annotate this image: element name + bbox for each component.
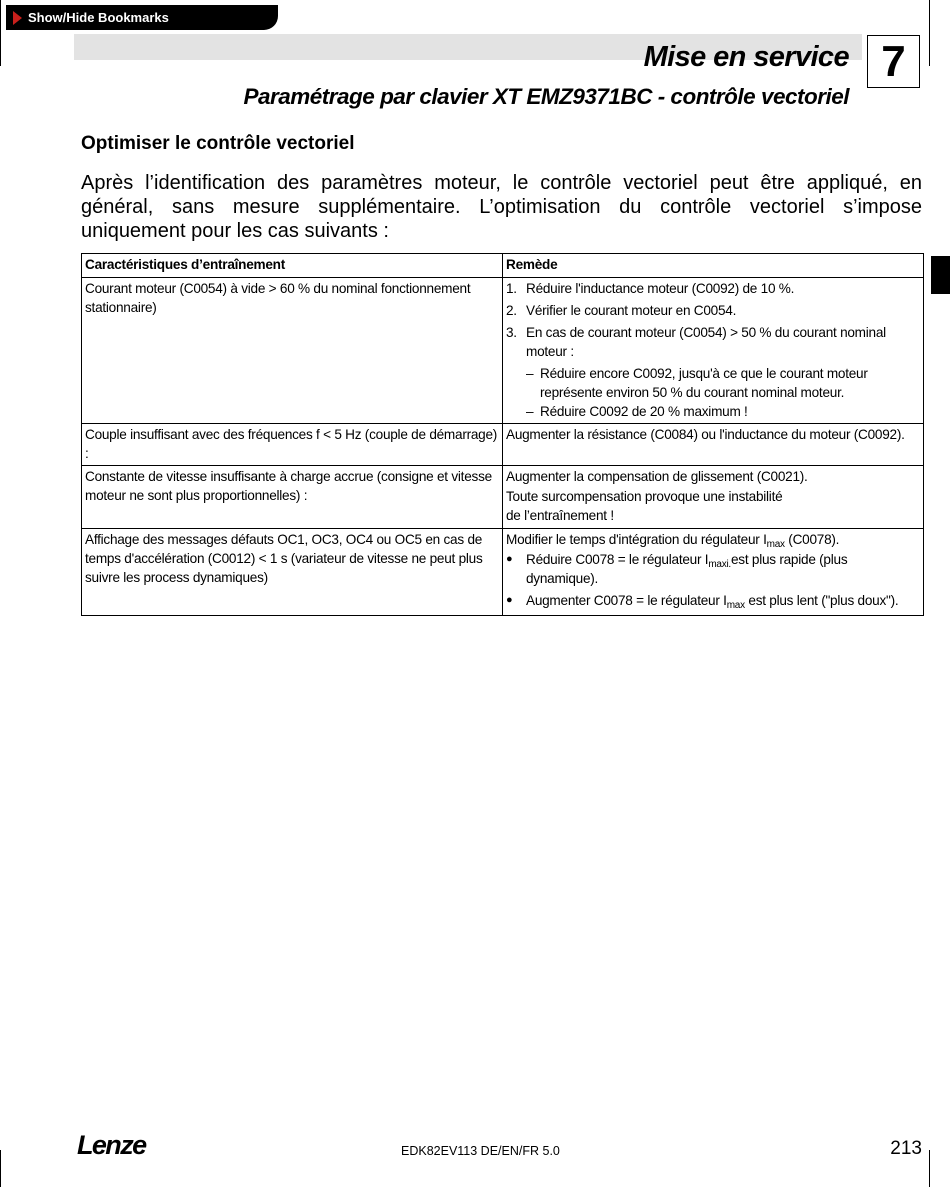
remedy-cell <box>503 278 924 424</box>
table-header-row <box>82 254 924 278</box>
remedy-cell <box>503 528 924 615</box>
table-row <box>82 424 924 466</box>
item-text: Réduire l'inductance moteur (C0092) de 10 %. <box>526 281 795 296</box>
characteristic-cell: Courant moteur (C0054) à vide > 60 % du nominal fonctionnement stationnaire) <box>82 278 503 424</box>
remedy-cell: Augmenter la résistance (C0084) ou l'inductance du moteur (C0092). <box>503 424 924 466</box>
item-text <box>526 550 920 588</box>
remedy-line: de l’entraînement ! <box>506 508 614 523</box>
table-row <box>82 466 924 529</box>
item-number: 3. <box>506 325 517 340</box>
remedy-intro-text: (C0078). <box>784 531 840 547</box>
characteristic-cell: Couple insuffisant avec des fréquences f < 5 Hz (couple de démarrage) : <box>82 424 503 466</box>
intro-paragraph: Après l’identification des paramètres moteur, le contrôle vectoriel peut être appliqué, en général, sans mesure supplémentaire. L’optimisation du contrôle vectoriel s’impose uniquement pour les cas suivants : <box>81 172 922 242</box>
optimization-table <box>81 253 924 616</box>
subitem-text: Réduire encore C0092, jusqu'à ce que le courant moteur représente environ 50 % du courant nominal moteur. <box>540 366 868 400</box>
table-row <box>82 528 924 615</box>
crop-mark <box>0 1150 1 1187</box>
subscript: max <box>766 538 785 550</box>
chapter-title: Mise en service <box>643 41 849 73</box>
crop-mark <box>0 0 1 66</box>
bullet-icon: ● <box>506 552 513 565</box>
remedy-cell <box>503 466 924 529</box>
bullet-text: est plus rapide (plus dynamique). <box>526 551 848 586</box>
remedy-line: Toute surcompensation provoque une instabilité <box>506 488 783 504</box>
subitem-text: Réduire C0092 de 20 % maximum ! <box>540 404 748 419</box>
item-number: 2. <box>506 303 517 318</box>
dash-mark: – <box>526 404 534 419</box>
column-header-remedy: Remède <box>503 254 924 278</box>
show-hide-bookmarks-button[interactable] <box>6 5 278 30</box>
document-code: EDK82EV113 DE/EN/FR 5.0 <box>401 1144 560 1158</box>
item-text: En cas de courant moteur (C0054) > 50 % du courant nominal moteur : <box>526 325 886 359</box>
remedy-intro <box>506 530 920 549</box>
bullet-item <box>506 550 920 588</box>
page-number: 213 <box>890 1138 922 1159</box>
item-number: 1. <box>506 281 517 296</box>
dash-subitem <box>526 402 920 421</box>
subscript: maxi. <box>708 558 731 570</box>
bullet-text: Augmenter C0078 = le régulateur I <box>526 592 727 608</box>
triangle-right-icon <box>13 11 22 25</box>
item-text <box>526 591 920 610</box>
bullet-text: est plus lent ("plus doux"). <box>744 592 899 608</box>
numbered-item <box>506 323 920 361</box>
crop-mark <box>929 0 930 66</box>
dash-mark: – <box>526 366 534 381</box>
bullet-text: Réduire C0078 = le régulateur I <box>526 551 709 567</box>
item-text: Vérifier le courant moteur en C0054. <box>526 303 737 318</box>
dash-subitem <box>526 364 920 402</box>
table-row <box>82 278 924 424</box>
remedy-intro-text: Modifier le temps d'intégration du régulateur I <box>506 531 767 547</box>
lenze-logo: Lenze <box>77 1130 146 1160</box>
subscript: max <box>726 599 745 611</box>
characteristic-cell: Affichage des messages défauts OC1, OC3, OC4 ou OC5 en cas de temps d'accélération (C0012) < 1 s (variateur de vitesse ne peut plus suivre les process dynamiques) <box>82 528 503 615</box>
crop-mark <box>929 1150 930 1187</box>
section-subtitle: Paramétrage par clavier XT EMZ9371BC - contrôle vectoriel <box>243 84 849 109</box>
section-heading: Optimiser le contrôle vectoriel <box>81 133 355 154</box>
bullet-item <box>506 591 920 610</box>
chapter-number: 7 <box>867 35 920 88</box>
characteristic-cell: Constante de vitesse insuffisante à charge accrue (consigne et vitesse moteur ne sont plus proportionnelles) : <box>82 466 503 529</box>
numbered-item <box>506 301 920 320</box>
remedy-line: Augmenter la compensation de glissement (C0021). <box>506 469 808 484</box>
show-hide-bookmarks-label: Show/Hide Bookmarks <box>28 10 169 25</box>
column-header-characteristics: Caractéristiques d’entraînement <box>82 254 503 278</box>
bullet-icon: ● <box>506 593 513 606</box>
chapter-side-marker <box>931 256 950 294</box>
numbered-item <box>506 279 920 298</box>
